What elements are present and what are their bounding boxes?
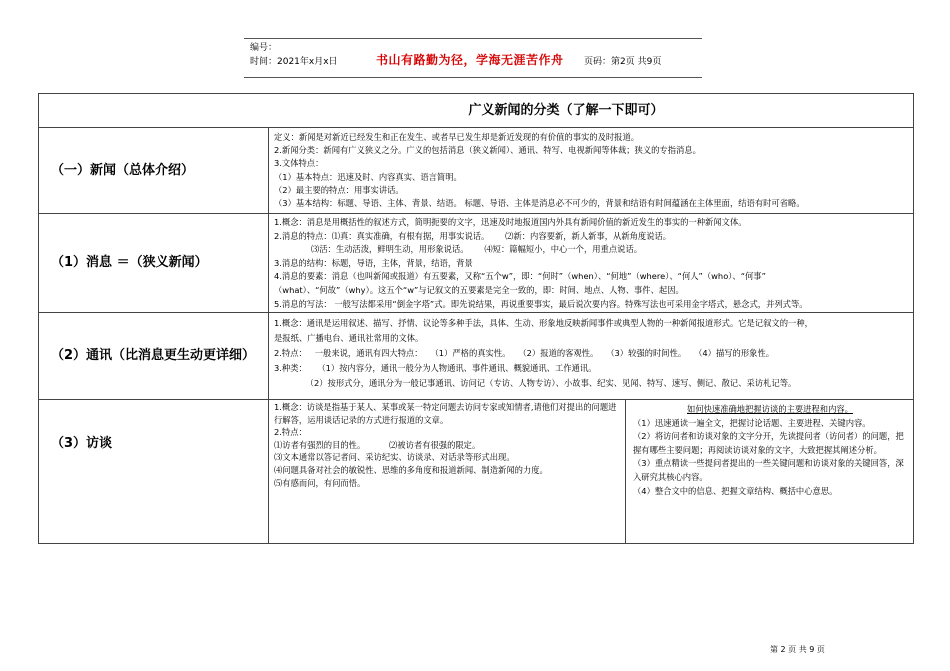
news-classification-table [38,93,914,544]
content-line: ⑷问题具备对社会的敏锐性、思维的多角度和报道新闻、制造新闻的力度。 [274,464,548,475]
content-line: ⑸有感而问，有问而悟。 [274,477,366,488]
content-line: 3.消息的结构：标题，导语，主体，背景，结语，背景 [274,257,473,268]
content-line: 2.新闻分类：新闻有广义狭义之分。广义的包括消息（狭义新闻）、通讯、特写、电视新闻等体裁；狭义的专指消息。 [274,145,701,156]
header-number: 编号： [250,43,278,53]
tips-title: 如何快速准确地把握访谈的主要进程和内容。 [687,404,853,414]
content-line: ⑶文本通常以答记者问、采访纪实、访谈录、对话录等形式出现。 [274,452,515,463]
row-label: （3）访谈 [39,400,269,543]
content-line: （2）最主要的特点：用事实讲话。 [274,184,404,195]
content-line: 1.概念：访谈是指基于某人、某事或某一特定问题去访问专家或知情者,请他们对提出的问题进行解答，运用谈话记录的方式进行报道的文章。 [274,402,617,425]
header-motto: 书山有路勤为径，学海无涯苦作舟 [376,53,564,67]
row-content [270,400,913,543]
row-content [270,128,913,213]
content-line: 3.种类： （1）按内容分，通讯一般分为人物通讯、事件通讯、概貌通讯、工作通讯。 [274,363,597,373]
page-header [244,38,702,78]
content-line: 定义：新闻是对新近已经发生和正在发生、或者早已发生却是新近发现的有价值的事实的及时报道。 [274,132,640,142]
row-content [270,313,913,399]
content-line: ⑴访者有强烈的目的性。 ⑵被访者有很强的限定。 [274,439,481,450]
header-meta [250,41,338,69]
page-footer: 第 2 页 共 9 页 [770,645,825,654]
content-line: （1）基本特点：迅速及时、内容真实、语言简明。 [274,171,462,182]
table-row-correspondence [39,312,913,399]
row-label: （2）通讯（比消息更生动更详细） [39,313,269,399]
content-line: ⑶活：生动活泼，鲜明生动，用形象说话。 ⑷短：篇幅短小，中心一个，用重点说话。 [274,244,643,255]
interview-details [270,400,626,543]
tip-line: （3）重点精读一些提问者提出的一些关键问题和访谈对象的关键回答，深入研究其核心内容。 [633,458,904,482]
row-content [270,214,913,312]
content-line: 2.消息的特点：⑴真：真实准确，有根有据，用事实说话。 ⑵新：内容要新，新人新事，从新角度说话。 [274,230,672,241]
content-line: 5.消息的写法： 一般写法都采用“倒金字塔”式。即先说结果，再说重要事实，最后说次要内容。特殊写法也可采用金字塔式，悬念式，并列式等。 [274,298,808,309]
row-label: （一）新闻（总体介绍） [39,128,269,213]
interview-reading-tips [627,400,913,543]
content-line: 1.概念：通讯是运用叙述、描写、抒情、议论等多种手法，具体、生动、形象地反映新闻事件或典型人物的一种新闻报道形式。它是记叙文的一种， [274,318,813,328]
table-row-message [39,213,913,312]
table-row-interview [39,399,913,543]
table-row-news-overview [39,127,913,213]
content-line: （2）按形式分，通讯分为一般记事通讯、访问记（专访、人物专访）、小故事、纪实、见闻、特写、速写、侧记、散记、采访札记等。 [274,378,797,388]
content-line: （what）、“何故”（why）。这五个“w”与记叙文的五要素是完全一致的，即：时间、地点、人物、事件、起因。 [274,284,684,295]
tip-line: （2）将访问者和访谈对象的文字分开，先读提问者（访问者）的问题，把握有哪些主要问题；再阅读访谈对象的文字，大致把握其阐述分析。 [633,431,904,455]
content-line: 4.消息的要素：消息（也叫新闻或报道）有五要素，又称“五个w”，即：“何时”（when）、“何地”（where）、“何人”（who）、“何事” [274,271,766,282]
table-title: 广义新闻的分类（了解一下即可） [468,103,664,118]
tip-line: （4）整合文中的信息、把握文章结构、概括中心意思。 [633,485,838,496]
content-line: 2.特点： [274,427,307,438]
tip-line: （1）迅速通读一遍全文，把握讨论话题、主要进程、关键内容。 [633,417,871,428]
row-label: （1）消息 ＝（狭义新闻） [39,214,269,312]
content-line: 3.文体特点： [274,158,324,169]
header-page-number: 页码：第2页 共9页 [584,57,662,67]
content-line: 1.概念：消息是用概括性的叙述方式，简明扼要的文字，迅速及时地报道国内外具有新闻价值的新近发生的事实的一种新闻文体。 [274,217,747,227]
content-line: 是报纸、广播电台、通讯社常用的文体。 [274,333,424,343]
content-line: （3）基本结构：标题、导语、主体、背景、结语。 标题、导语、主体是消息必不可少的，背景和结语有时间蕴涵在主体里面，结语有时可省略。 [274,198,805,209]
content-line: 2.特点： 一般来说，通讯有四大特点： （1）严格的真实性。 （2）报道的客观性。 （3）较强的时间性。 （4）描写的形象性。 [274,348,775,358]
header-time: 时间：2021年x月x日 [250,57,338,67]
